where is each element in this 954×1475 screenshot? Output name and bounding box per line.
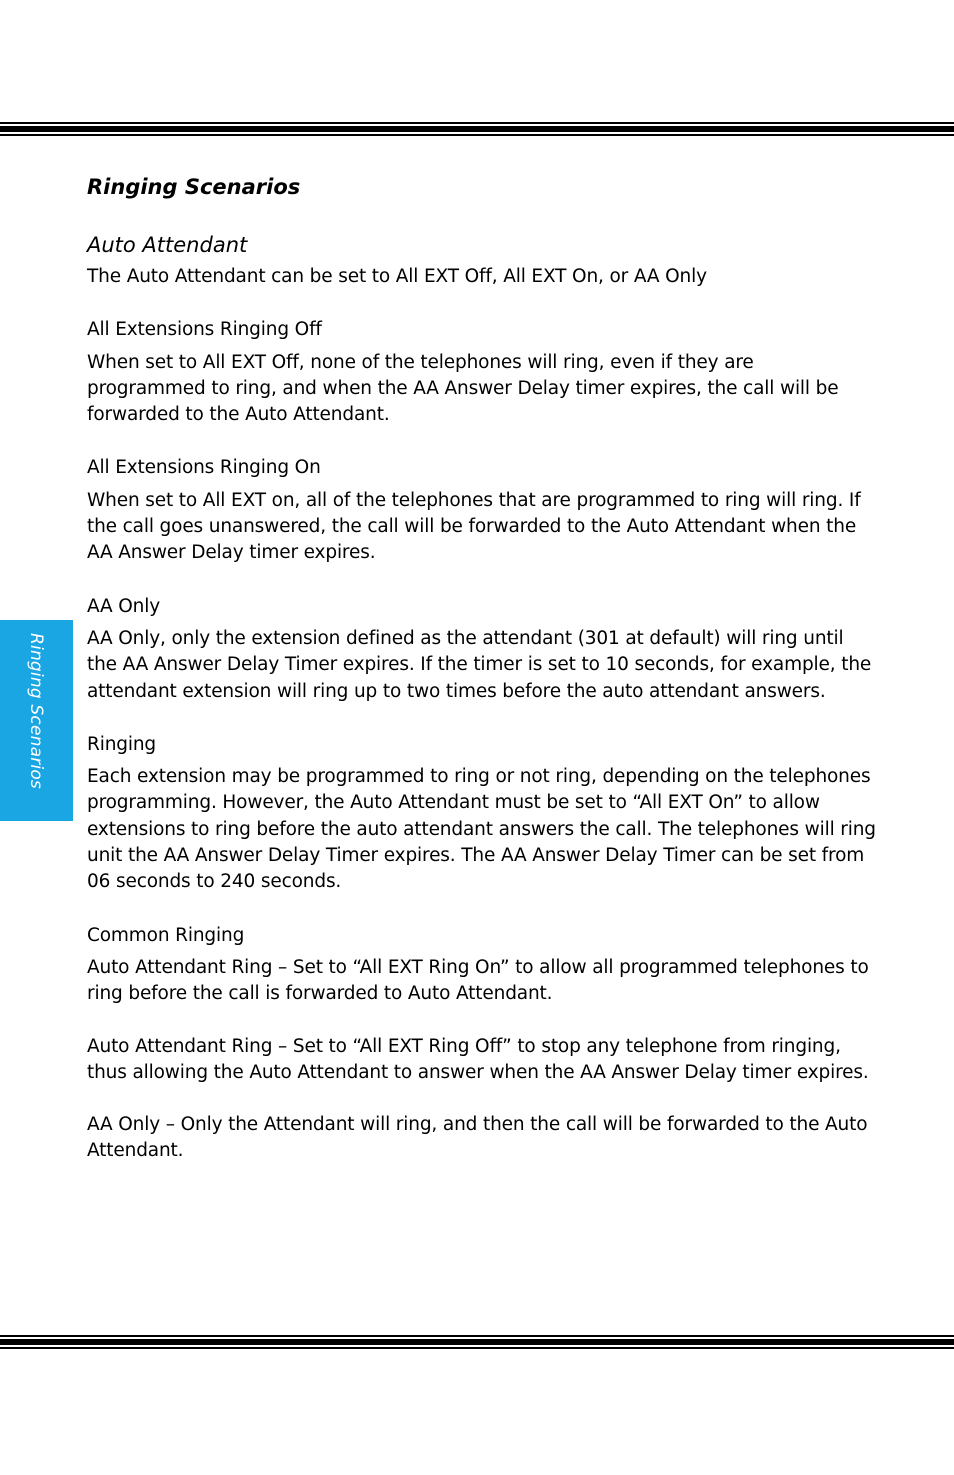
subsection-body-aa-only: AA Only, only the extension defined as the attendant (301 at default) will ring until the AA Answer Delay Timer expires. If the timer is set to 10 seconds, for example, the attendant extension will ring up to two times before the auto attendant answers. bbox=[87, 627, 872, 702]
footer-rule-line bbox=[0, 1335, 954, 1337]
side-tab-label: Ringing Scenarios bbox=[26, 633, 46, 789]
subsection-body-common-ringing: Auto Attendant Ring – Set to “All EXT Ring On” to allow all programmed telephones to ring before the call is forwarded to Auto Attendant. bbox=[87, 956, 869, 1005]
subsection-heading-ringing: Ringing bbox=[87, 733, 157, 755]
subsection-heading-all-ext-off: All Extensions Ringing Off bbox=[87, 319, 322, 341]
subsection-body-all-ext-off: When set to All EXT Off, none of the telephones will ring, even if they are programmed to ring, and when the AA Answer Delay timer expires, the call will be forwarded to the Auto Attendant. bbox=[87, 351, 839, 426]
intro-paragraph: The Auto Attendant can be set to All EXT Off, All EXT On, or AA Only bbox=[87, 266, 707, 287]
subsection-heading-all-ext-on: All Extensions Ringing On bbox=[87, 457, 321, 479]
common-ringing-paragraph: Auto Attendant Ring – Set to “All EXT Ring Off” to stop any telephone from ringing, thus allowing the Auto Attendant to answer when the AA Answer Delay timer expires. bbox=[87, 1035, 869, 1083]
page-title: Ringing Scenarios bbox=[87, 175, 301, 199]
subsection-heading-aa-only: AA Only bbox=[87, 595, 161, 617]
subsection-body-ringing: Each extension may be programmed to ring or not ring, depending on the telephones programming. However, the Auto Attendant must be set to “All EXT On” to allow extensions to ring before the auto attendant answers the call. The telephones will ring unit the AA Answer Delay Timer expires. The AA Answer Delay Timer can be set from 06 seconds to 240 seconds. bbox=[87, 766, 876, 893]
footer-rule-line bbox=[0, 1339, 954, 1345]
subsection-heading-common-ringing: Common Ringing bbox=[87, 924, 245, 946]
footer-rule-line bbox=[0, 1347, 954, 1349]
page-content bbox=[87, 172, 877, 1165]
header-rule-line bbox=[0, 134, 954, 136]
header-rule-line bbox=[0, 126, 954, 132]
section-title: Auto Attendant bbox=[87, 233, 248, 257]
header-rule-line bbox=[0, 122, 954, 124]
subsection-body-all-ext-on: When set to All EXT on, all of the telephones that are programmed to ring will ring. If the call goes unanswered, the call will be forwarded to the Auto Attendant when the AA Answer Delay timer expires. bbox=[87, 489, 861, 564]
common-ringing-paragraph: AA Only – Only the Attendant will ring, and then the call will be forwarded to the Auto Attendant. bbox=[87, 1114, 868, 1162]
